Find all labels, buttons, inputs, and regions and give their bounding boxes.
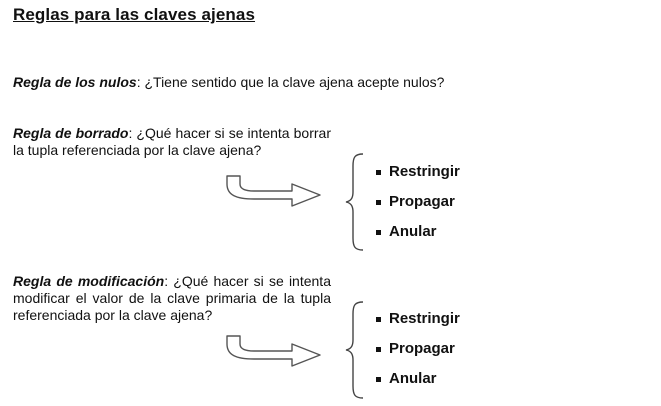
curved-arrow-icon bbox=[224, 335, 324, 371]
list-item bbox=[376, 369, 460, 399]
list-item bbox=[376, 162, 460, 192]
rule-nulos-text: : ¿Tiene sentido que la clave ajena acepte nulos? bbox=[136, 74, 445, 90]
list-item bbox=[376, 339, 460, 369]
square-bullet-icon bbox=[376, 200, 381, 205]
option-restringir: Restringir bbox=[389, 310, 460, 327]
rule-borrado-text: : ¿Qué hacer si se intenta borrar la tupla referenciada por la clave ajena? bbox=[13, 125, 331, 158]
square-bullet-icon bbox=[376, 317, 381, 322]
curly-brace-icon bbox=[343, 152, 367, 252]
curved-arrow-icon bbox=[224, 175, 324, 211]
square-bullet-icon bbox=[376, 347, 381, 352]
curly-brace-icon bbox=[343, 300, 367, 400]
square-bullet-icon bbox=[376, 230, 381, 235]
rule-modificacion-text: : ¿Qué hacer si se intenta modificar el valor de la clave primaria de la tupla referenciada por la clave ajena? bbox=[13, 273, 331, 323]
option-restringir: Restringir bbox=[389, 163, 460, 180]
rule-borrado-name: Regla de borrado bbox=[13, 125, 129, 141]
square-bullet-icon bbox=[376, 377, 381, 382]
option-anular: Anular bbox=[389, 223, 437, 240]
rule-nulos bbox=[13, 74, 444, 91]
rule-nulos-name: Regla de los nulos bbox=[13, 74, 137, 90]
page-title: Reglas para las claves ajenas bbox=[13, 5, 256, 24]
rule-modificacion bbox=[13, 273, 331, 324]
rule-borrado bbox=[13, 125, 331, 159]
rule-modificacion-name: Regla de modificación bbox=[13, 273, 165, 289]
option-propagar: Propagar bbox=[389, 193, 455, 210]
option-propagar: Propagar bbox=[389, 340, 455, 357]
list-item bbox=[376, 222, 460, 252]
list-item bbox=[376, 192, 460, 222]
square-bullet-icon bbox=[376, 170, 381, 175]
borrado-options-list bbox=[376, 162, 460, 252]
list-item bbox=[376, 309, 460, 339]
modificacion-options-list bbox=[376, 309, 460, 399]
option-anular: Anular bbox=[389, 370, 437, 387]
